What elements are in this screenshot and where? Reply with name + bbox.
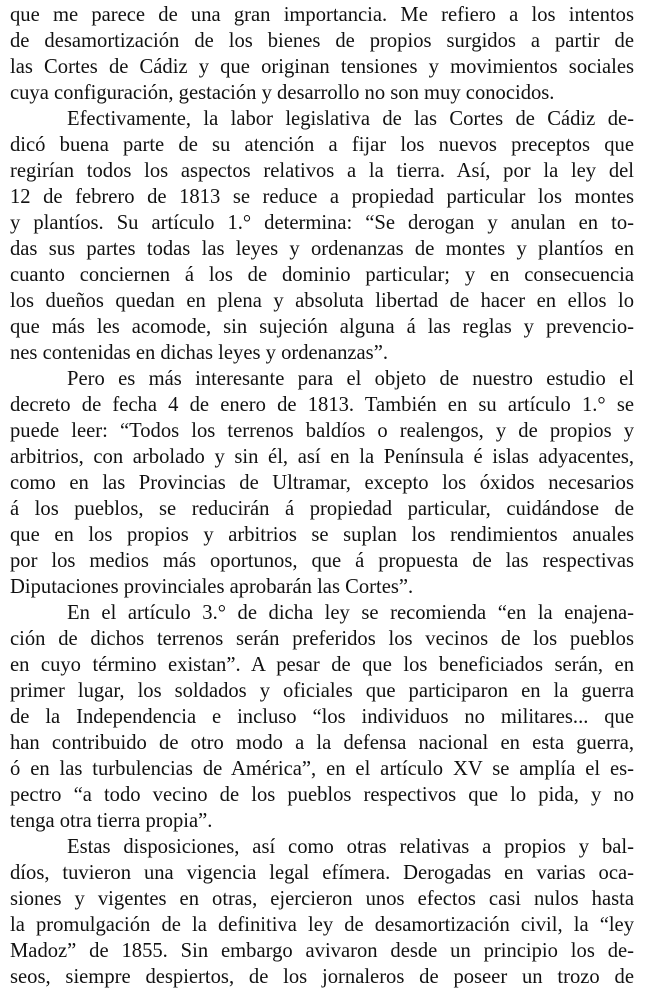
text-line: cuya configuración, gestación y desarrollo no son muy conocidos. (10, 82, 555, 104)
text-line: ó en las turbulencias de América”, en el artículo XV se amplía el es- (10, 758, 634, 780)
text-line: arbitrios, con arbolado y sin él, así en la Península é islas adyacentes, (10, 446, 634, 468)
text-line: han contribuido de otro modo a la defensa nacional en esta guerra, (10, 732, 634, 754)
text-line: nes contenidas en dichas leyes y ordenanzas”. (10, 342, 388, 364)
text-line: ción de dichos terrenos serán preferidos los vecinos de los pueblos (10, 628, 634, 650)
text-line: tenga otra tierra propia”. (10, 810, 213, 832)
text-line: En el artículo 3.° de dicha ley se recomienda “en la enajena- (67, 602, 634, 624)
text-line: 12 de febrero de 1813 se reduce a propiedad particular los montes (10, 186, 634, 208)
text-line: cuanto conciernen á los de dominio particular; y en consecuencia (10, 264, 634, 286)
text-line: en cuyo término existan”. A pesar de que los beneficiados serán, en (10, 654, 634, 676)
text-line: Efectivamente, la labor legislativa de las Cortes de Cádiz de- (67, 108, 634, 130)
text-line: díos, tuvieron una vigencia legal efímera. Derogadas en varias oca- (10, 862, 634, 884)
text-line: los dueños quedan en plena y absoluta libertad de hacer en ellos lo (10, 290, 634, 312)
text-line: Pero es más interesante para el objeto de nuestro estudio el (67, 368, 634, 390)
text-line: la promulgación de la definitiva ley de desamortización civil, la “ley (10, 914, 634, 936)
text-line: de la Independencia e incluso “los individuos no militares... que (10, 706, 634, 728)
text-line: que me parece de una gran importancia. Me refiero a los intentos (10, 4, 634, 26)
text-line: regirían todos los aspectos relativos a la tierra. Así, por la ley del (10, 160, 634, 182)
text-line: decreto de fecha 4 de enero de 1813. También en su artículo 1.° se (10, 394, 634, 416)
text-line: primer lugar, los soldados y oficiales que participaron en la guerra (10, 680, 634, 702)
text-line: Diputaciones provinciales aprobarán las Cortes”. (10, 576, 414, 598)
text-line: Madoz” de 1855. Sin embargo avivaron desde un principio los de- (10, 940, 634, 962)
text-line: pectro “a todo vecino de los pueblos respectivos que lo pida, y no (10, 784, 634, 806)
text-line: las Cortes de Cádiz y que originan tensiones y movimientos sociales (10, 56, 634, 78)
text-line: dicó buena parte de su atención a fijar los nuevos preceptos que (10, 134, 634, 156)
text-line: como en las Provincias de Ultramar, excepto los óxidos necesarios (10, 472, 634, 494)
text-line: siones y vigentes en otras, ejercieron unos efectos casi nulos hasta (10, 888, 634, 910)
text-line: que en los propios y arbitrios se suplan los rendimientos anuales (10, 524, 634, 546)
text-line: seos, siempre despiertos, de los jornaleros de poseer un trozo de (10, 966, 634, 988)
text-line: Estas disposiciones, así como otras relativas a propios y bal- (67, 836, 634, 858)
text-line: das sus partes todas las leyes y ordenanzas de montes y plantíos en (10, 238, 634, 260)
text-line: puede leer: “Todos los terrenos baldíos o realengos, y de propios y (10, 420, 634, 442)
text-line: y plantíos. Su artículo 1.° determina: “Se derogan y anulan en to- (10, 212, 634, 234)
text-line: que más les acomode, sin sujeción alguna á las reglas y prevencio- (10, 316, 634, 338)
text-line: de desamortización de los bienes de propios surgidos a partir de (10, 30, 634, 52)
text-line: á los pueblos, se reducirán á propiedad particular, cuidándose de (10, 498, 634, 520)
text-line: por los medios más oportunos, que á propuesta de las respectivas (10, 550, 634, 572)
